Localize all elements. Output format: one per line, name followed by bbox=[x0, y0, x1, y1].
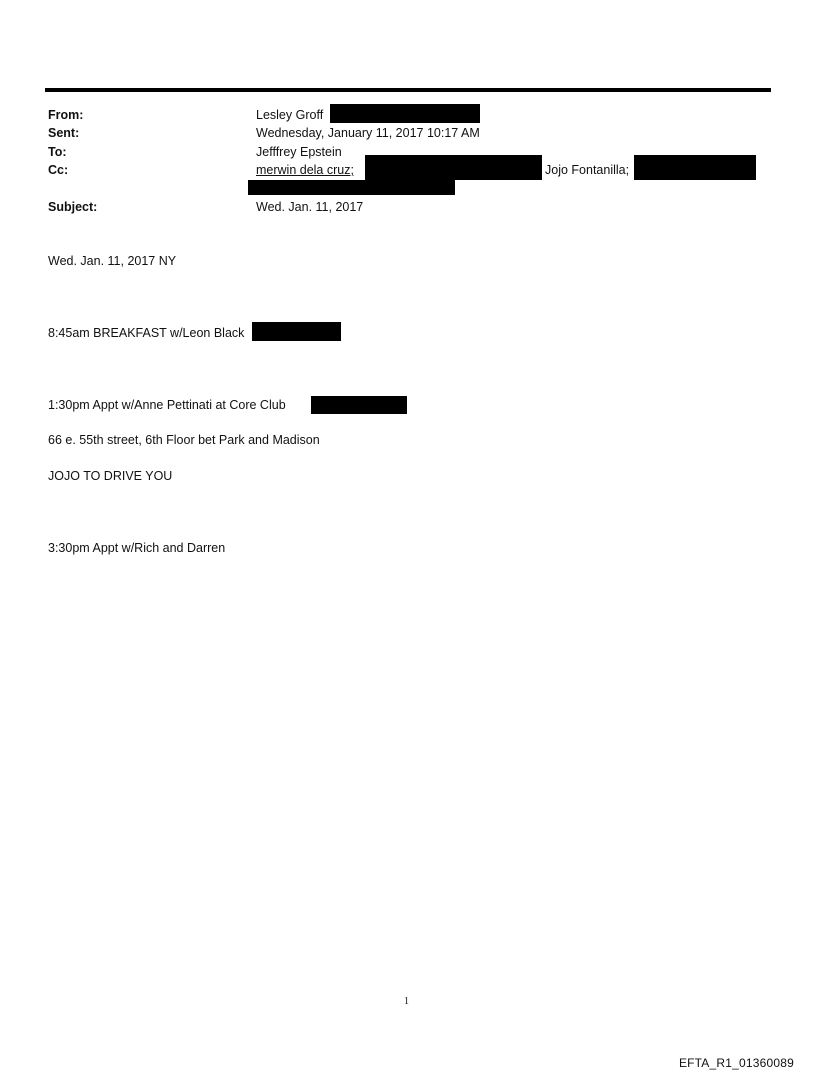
cc-recipient-2: Jojo Fontanilla; bbox=[545, 163, 630, 177]
to-label: To: bbox=[48, 145, 67, 159]
subject-label: Subject: bbox=[48, 200, 98, 214]
sent-label: Sent: bbox=[48, 126, 80, 140]
body-appt2-line: 3:30pm Appt w/Rich and Darren bbox=[48, 541, 226, 555]
cc-label: Cc: bbox=[48, 163, 69, 177]
redaction-cc-1 bbox=[365, 155, 542, 180]
redaction-breakfast bbox=[252, 322, 341, 341]
redaction-cc-2 bbox=[634, 155, 756, 180]
subject-value: Wed. Jan. 11, 2017 bbox=[256, 200, 364, 214]
document-id: EFTA_R1_01360089 bbox=[678, 1056, 794, 1070]
to-value: Jefffrey Epstein bbox=[256, 145, 342, 159]
redaction-appt1 bbox=[311, 396, 407, 414]
body-date-line: Wed. Jan. 11, 2017 NY bbox=[48, 254, 177, 268]
body-appt1-line: 1:30pm Appt w/Anne Pettinati at Core Club bbox=[48, 398, 286, 412]
header-rule bbox=[45, 88, 771, 92]
body-address-line: 66 e. 55th street, 6th Floor bet Park and Madison bbox=[48, 433, 320, 447]
redaction-cc-3 bbox=[248, 180, 455, 195]
redaction-from-email bbox=[330, 104, 480, 123]
from-value: Lesley Groff bbox=[256, 108, 324, 122]
cc-recipient-1: merwin dela cruz; bbox=[256, 163, 354, 177]
from-label: From: bbox=[48, 108, 84, 122]
body-drive-line: JOJO TO DRIVE YOU bbox=[48, 469, 173, 483]
page-number: 1 bbox=[404, 996, 409, 1007]
body-breakfast-line: 8:45am BREAKFAST w/Leon Black bbox=[48, 326, 245, 340]
sent-value: Wednesday, January 11, 2017 10:17 AM bbox=[256, 126, 480, 140]
